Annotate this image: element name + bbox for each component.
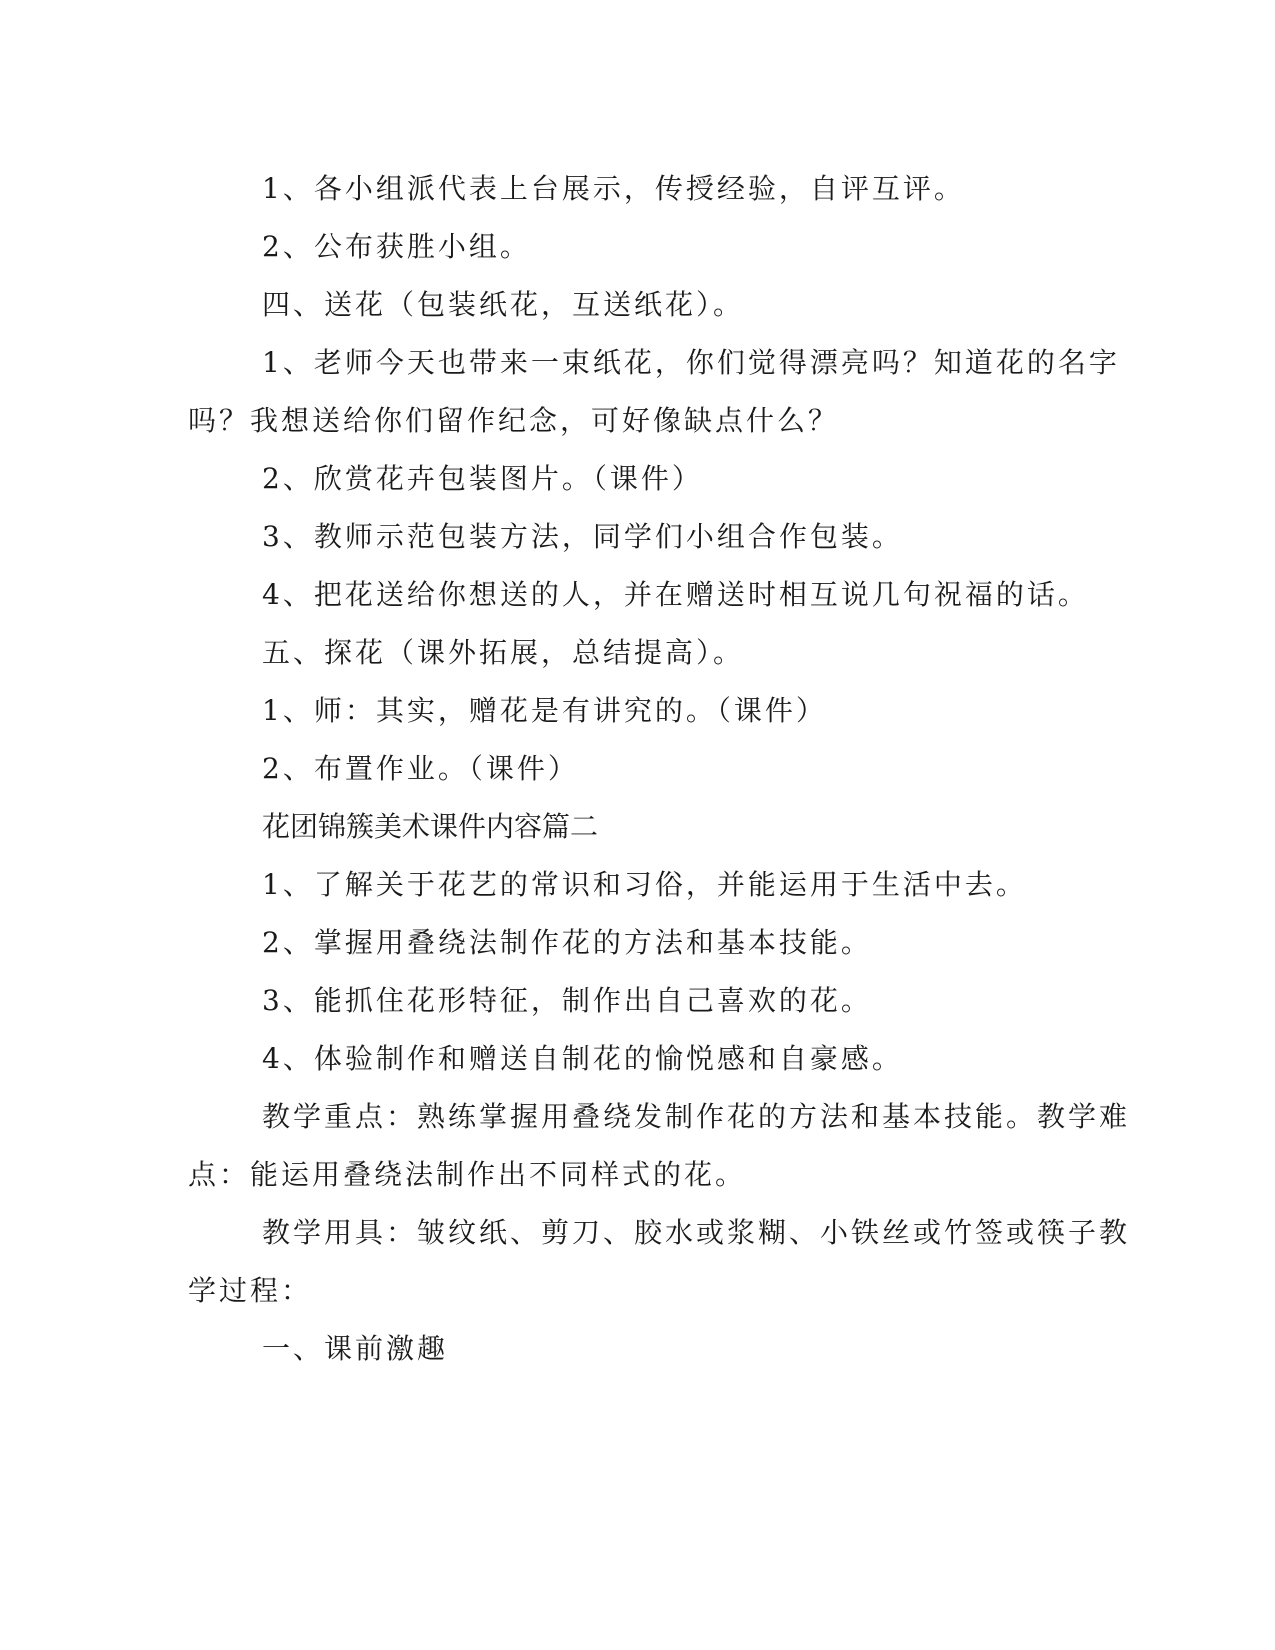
paragraph-line: 4、把花送给你想送的人，并在赠送时相互说几句祝福的话。 [262,578,1089,611]
paragraph-line: 3、教师示范包装方法，同学们小组合作包装。 [262,520,903,553]
paragraph-line: 1、老师今天也带来一束纸花，你们觉得漂亮吗？知道花的名字 [262,346,1120,379]
document-heading: 花团锦簇美术课件内容篇二 [262,810,599,843]
paragraph-line: 4、体验制作和赠送自制花的愉悦感和自豪感。 [262,1042,903,1075]
paragraph-line: 学过程： [188,1274,313,1307]
paragraph-line: 2、公布获胜小组。 [262,230,531,263]
paragraph-line: 吗？我想送给你们留作纪念，可好像缺点什么？ [188,404,840,437]
paragraph-line: 2、布置作业。（课件） [262,752,579,785]
section-heading: 一、课前激趣 [262,1332,449,1365]
paragraph-line: 教学用具：皱纹纸、剪刀、胶水或浆糊、小铁丝或竹签或筷子教 [262,1216,1131,1249]
paragraph-line: 教学重点：熟练掌握用叠绕发制作花的方法和基本技能。教学难 [262,1100,1131,1133]
paragraph-line: 2、欣赏花卉包装图片。（课件） [262,462,703,495]
section-heading: 四、送花（包装纸花，互送纸花）。 [262,288,745,321]
paragraph-line: 3、能抓住花形特征，制作出自己喜欢的花。 [262,984,872,1017]
paragraph-line: 1、师：其实，赠花是有讲究的。（课件） [262,694,827,727]
paragraph-line: 1、了解关于花艺的常识和习俗，并能运用于生活中去。 [262,868,1027,901]
paragraph-line: 点：能运用叠绕法制作出不同样式的花。 [188,1158,747,1191]
paragraph-line: 2、掌握用叠绕法制作花的方法和基本技能。 [262,926,872,959]
section-heading: 五、探花（课外拓展，总结提高）。 [262,636,745,669]
paragraph-line: 1、各小组派代表上台展示，传授经验，自评互评。 [262,172,965,205]
